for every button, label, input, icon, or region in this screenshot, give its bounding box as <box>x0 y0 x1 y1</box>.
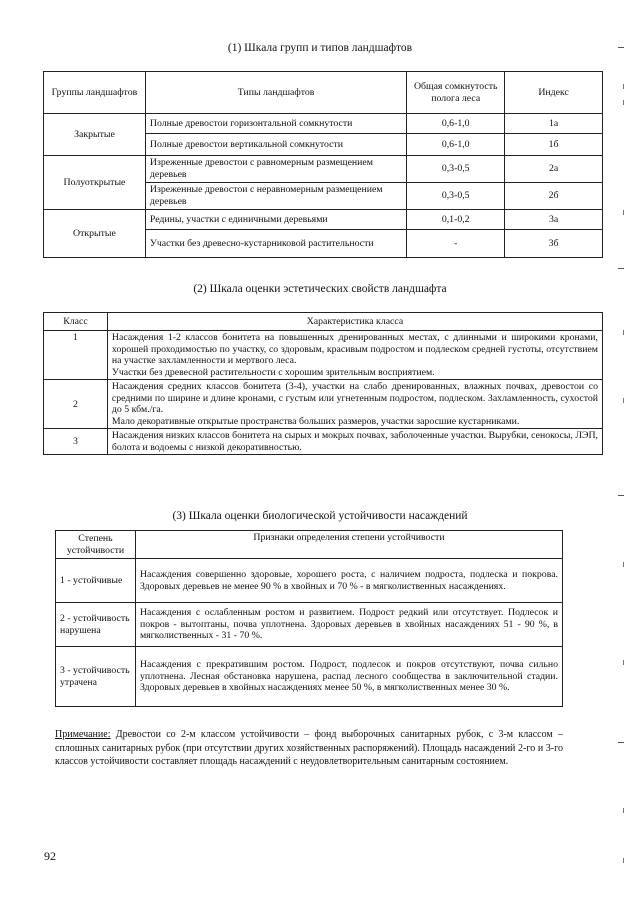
density-cell: 0,3-0,5 <box>407 156 505 183</box>
description-line: Насаждения низких классов бонитета на сырых и мокрых почвах, заболоченные участки. Вырубки, сенокосы, ЛЭП, болота и водоемы с низкой декоративностью. <box>111 430 598 453</box>
note-label: Примечание: <box>55 729 111 740</box>
edge-mark <box>623 398 624 403</box>
class-cell: 1 <box>44 331 108 380</box>
density-cell: 0,1-0,2 <box>407 210 505 230</box>
description-line: Насаждения 1-2 классов бонитета на повышенных дренированных местах, с длинными и широкими кронами, хорошей проходимостью по участку, со здоровым, красивым подростом и подлеском средней густоты, отсутствием на участке захламленности и мертвого леса. <box>111 332 598 367</box>
edge-mark <box>623 808 624 813</box>
edge-mark <box>618 47 624 48</box>
edge-mark <box>623 562 624 567</box>
degree-description: Насаждения совершенно здоровые, хорошего роста, с наличием подроста, подлеска и покрова. Здоровых деревьев не менее 90 % в хвойных и 70 % - в мягколиственных насаждениях. <box>135 559 562 603</box>
group-cell: Открытые <box>44 210 146 258</box>
landscape-groups-table <box>43 71 603 258</box>
edge-mark <box>623 100 624 105</box>
type-cell: Полные древостои вертикальной сомкнутости <box>145 134 406 156</box>
scale3-title: (3) Шкала оценки биологической устойчивости насаждений <box>172 510 468 522</box>
index-cell: 1б <box>505 134 603 156</box>
group-cell: Закрытые <box>44 114 146 156</box>
density-cell: 0,6-1,0 <box>407 114 505 134</box>
edge-mark <box>618 742 624 743</box>
header-cell: Признаки определения степени устойчивости <box>135 531 562 559</box>
header-cell: Степень устойчивости <box>56 531 136 559</box>
degree-cell: 1 - устойчивые <box>56 559 136 603</box>
description-line: Мало декоративные открытые пространства больших размеров, участки заросшие кустарниками. <box>111 415 520 427</box>
degree-description: Насаждения с ослабленным ростом и развитием. Подрост редкий или отсутствует. Подлесок и покров - вытоптаны, почва уплотнена. Здоровых деревьев в хвойных насаждениях 51 - 90 %, в мягколиственных - 31 - 70 %. <box>135 603 562 647</box>
density-cell: 0,6-1,0 <box>407 134 505 156</box>
class-description <box>107 331 602 380</box>
type-cell: Полные древостои горизонтальной сомкнутости <box>145 114 406 134</box>
degree-description: Насаждения с прекратившим ростом. Подрост, подлесок и покров отсутствуют, почва сильно уплотнена. Лесная обстановка нарушена, распад лесного сообщества в заключительной стадии. Здоровых деревьев в хвойных насаждениях менее 50 %, в мягколиственных менее 30 %. <box>135 647 562 707</box>
index-cell: 1а <box>505 114 603 134</box>
scale1-title: (1) Шкала групп и типов ландшафтов <box>227 42 413 54</box>
index-cell: 3а <box>505 210 603 230</box>
type-cell: Изреженные древостои с равномерным размещением деревьев <box>145 156 406 183</box>
edge-mark <box>623 330 624 335</box>
description-line: Насаждения средних классов бонитета (3-4), участки на слабо дренированных, влажных почвах, древостои со средними по ширине и длине кронами, с густым или угнетенным подростом, подлеском. Захламленность, сухостой до 5 кбм./га. <box>111 381 598 416</box>
degree-cell: 2 - устойчивость нарушена <box>56 603 136 647</box>
index-cell: 2а <box>505 156 603 183</box>
type-cell: Изреженные древостои с неравномерным размещением деревьев <box>145 183 406 210</box>
page-number: 92 <box>44 849 56 863</box>
edge-mark <box>623 858 624 863</box>
index-cell: 3б <box>505 230 603 258</box>
index-cell: 2б <box>505 183 603 210</box>
stability-table <box>55 530 563 707</box>
edge-mark <box>623 210 624 215</box>
edge-mark <box>623 660 624 665</box>
class-cell: 2 <box>44 380 108 429</box>
header-cell: Класс <box>44 313 108 331</box>
type-cell: Участки без древесно-кустарниковой растительности <box>145 230 406 258</box>
edge-mark <box>623 84 624 89</box>
density-cell: 0,3-0,5 <box>407 183 505 210</box>
type-cell: Редины, участки с единичными деревьями <box>145 210 406 230</box>
scale2-title: (2) Шкала оценки эстетических свойств ландшафта <box>193 283 447 295</box>
aesthetic-classes-table <box>43 312 603 455</box>
header-cell: Общая сомкнутость полога леса <box>407 72 505 114</box>
header-cell: Типы ландшафтов <box>145 72 406 114</box>
description-line: Участки без древесной растительности с хорошим зрительным восприятием. <box>111 366 435 378</box>
header-cell: Группы ландшафтов <box>44 72 146 114</box>
edge-mark <box>618 268 624 269</box>
note-paragraph <box>55 728 563 769</box>
class-description <box>107 380 602 429</box>
class-cell: 3 <box>44 429 108 455</box>
header-cell: Характеристика класса <box>107 313 602 331</box>
group-cell: Полуоткрытые <box>44 156 146 210</box>
note-text: Древостои со 2-м классом устойчивости – фонд выборочных санитарных рубок, с 3-м классом – сплошных санитарных рубок (при отсутствии других хозяйственных распоряжений). Площадь насаждений 2-го и 3-го классов устойчивости составляет площадь насаждений с неудовлетворительным санитарным состоянием. <box>55 729 563 767</box>
density-cell: - <box>407 230 505 258</box>
header-cell: Индекс <box>505 72 603 114</box>
degree-cell: 3 - устойчивость утрачена <box>56 647 136 707</box>
class-description <box>107 429 602 455</box>
edge-mark <box>618 495 624 496</box>
